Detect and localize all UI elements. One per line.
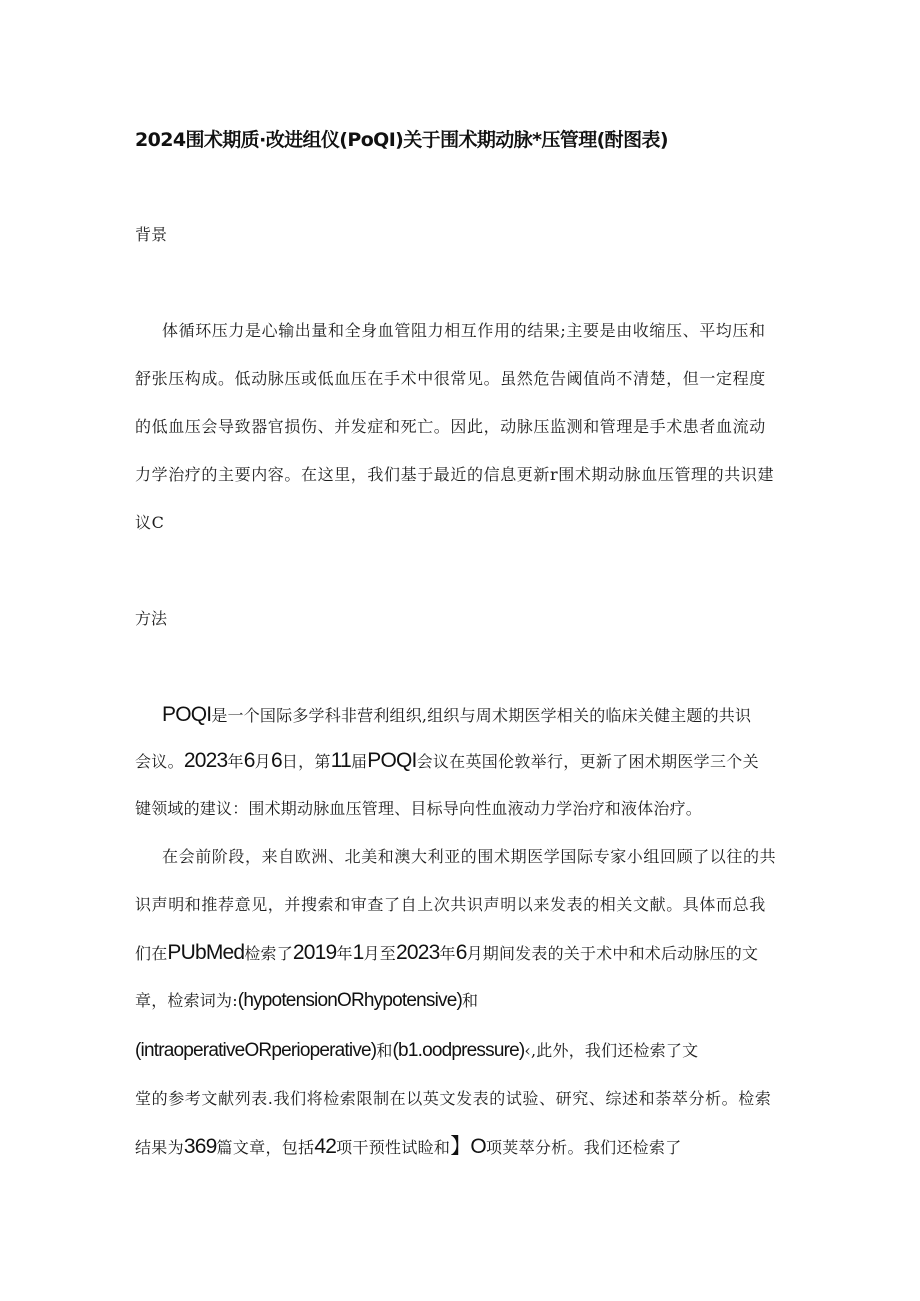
section-heading-background: 背景 [135,225,168,244]
paragraph-line: 体循环压力是心输出量和全身血管阻力相互作用的结果;主要是由收缩压、平均压和 [162,321,766,340]
paragraph-line: 们在PUbMed检索了2019年1月至2023年6月期间发表的关于术中和术后动脉压的文 [135,941,759,964]
paragraph-line: 在会前阶段，来自欧洲、北美和澳大利亚的围术期医学国际专家小组回顾了以往的共 [162,847,777,866]
paragraph-line: (intraoperativeORperioperative)和(b1.oodpressure)‹,此外，我们还检索了文 [135,1040,699,1061]
document-title: 2024围术期质·改进组仪(PoQI)关于围术期动脉*压管理(酎图表) [135,129,668,151]
paragraph-line: POQI是一个国际多学科非营利组织,组织与周术期医学相关的临床关健主题的共识 [162,703,752,726]
paragraph-line: 堂的参考文献列表.我们将检索限制在以英文发表的试验、研究、综述和荼萃分析。检索 [135,1089,772,1108]
acronym-poqi: POQI [162,703,212,726]
paragraph-line: 识声明和推荐意见，并搜索和审查了自上次共识声明以来发表的相关文献。具体而总我 [135,895,766,914]
paragraph-line: 舒张压构成。低动脉压或低血压在手术中很常见。虽然危告阈值尚不清楚，但一定程度 [135,369,766,388]
paragraph-line: 章，检索词为:(hypotensionORhypotensive)和 [135,990,479,1011]
search-term: (intraoperativeORperioperative) [135,1040,377,1061]
paragraph-line: 会议。2023年6月6日，第11届POQI会议在英国伦敦举行，更新了困术期医学三个关 [135,749,759,772]
section-heading-methods: 方法 [135,609,168,628]
paragraph-line: 结果为369篇文章，包括42项干预性试睑和】O项荚萃分析。我们还检索了 [135,1135,682,1158]
search-term: (b1.oodpressure) [392,1040,525,1061]
search-term: (hypotensionORhypotensive) [237,990,463,1011]
paragraph-line: 议C [135,513,165,532]
paragraph-line: 的低血压会导致器官损伤、并发症和死亡。因此，动脉压监测和管理是手术患者血流动 [135,417,766,436]
paragraph-line: 键领域的建议：围术期动脉血压管理、目标导向性血液动力学治疗和液体治疗。 [135,799,703,818]
paragraph-line: 力学治疗的主要内容。在这里，我们基于最近的信息更新r围术期动脉血压管理的共识建 [135,465,775,484]
